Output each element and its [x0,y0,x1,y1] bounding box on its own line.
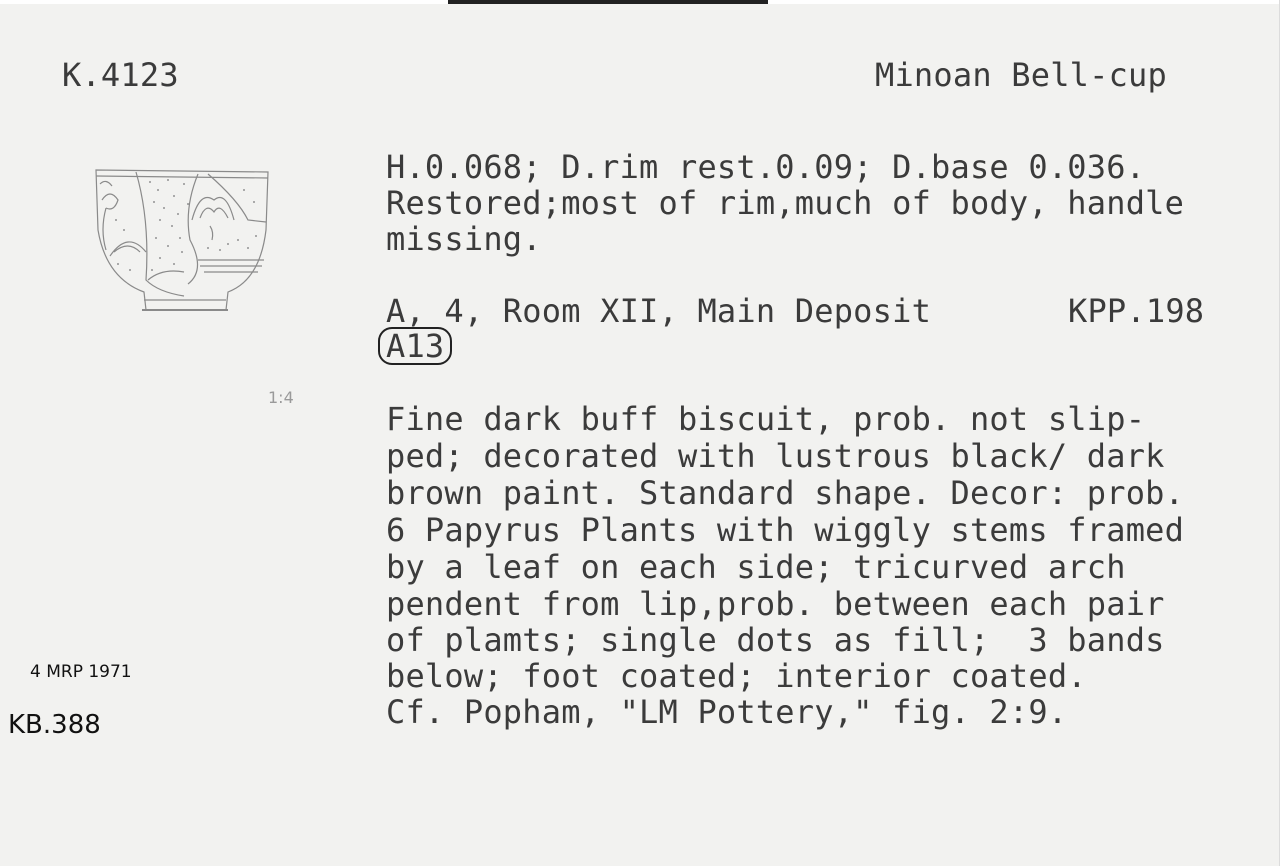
date-note: 4 MRP 1971 [30,662,132,682]
scale-note: 1:4 [268,388,294,407]
object-title: Minoan Bell-cup [875,56,1167,94]
description-line-6: pendent from lip,prob. between each pair [386,585,1165,623]
description-line-5: by a leaf on each side; tricurved arch [386,548,1126,586]
description-line-2: ped; decorated with lustrous black/ dark [386,437,1165,475]
deposit-code: A13 [378,327,452,365]
reference-number: KPP.198 [1068,292,1205,330]
bell-cup-sketch [88,160,274,316]
dimensions-line-3: missing. [386,220,542,258]
dimensions-line-2: Restored;most of rim,much of body, handle [386,184,1185,222]
findspot: A, 4, Room XII, Main Deposit [386,292,932,330]
description-line-4: 6 Papyrus Plants with wiggly stems framed [386,511,1185,549]
description-line-3: brown paint. Standard shape. Decor: prob. [386,474,1185,512]
description-line-1: Fine dark buff biscuit, prob. not slip- [386,400,1146,438]
catalog-number: K.4123 [62,56,179,94]
description-line-9: Cf. Popham, "LM Pottery," fig. 2:9. [386,693,1068,731]
description-line-7: of plamts; single dots as fill; 3 bands [386,621,1165,659]
description-line-8: below; foot coated; interior coated. [386,657,1087,695]
inventory-number: KB.388 [8,710,101,740]
dimensions-line-1: H.0.068; D.rim rest.0.09; D.base 0.036. [386,148,1146,186]
